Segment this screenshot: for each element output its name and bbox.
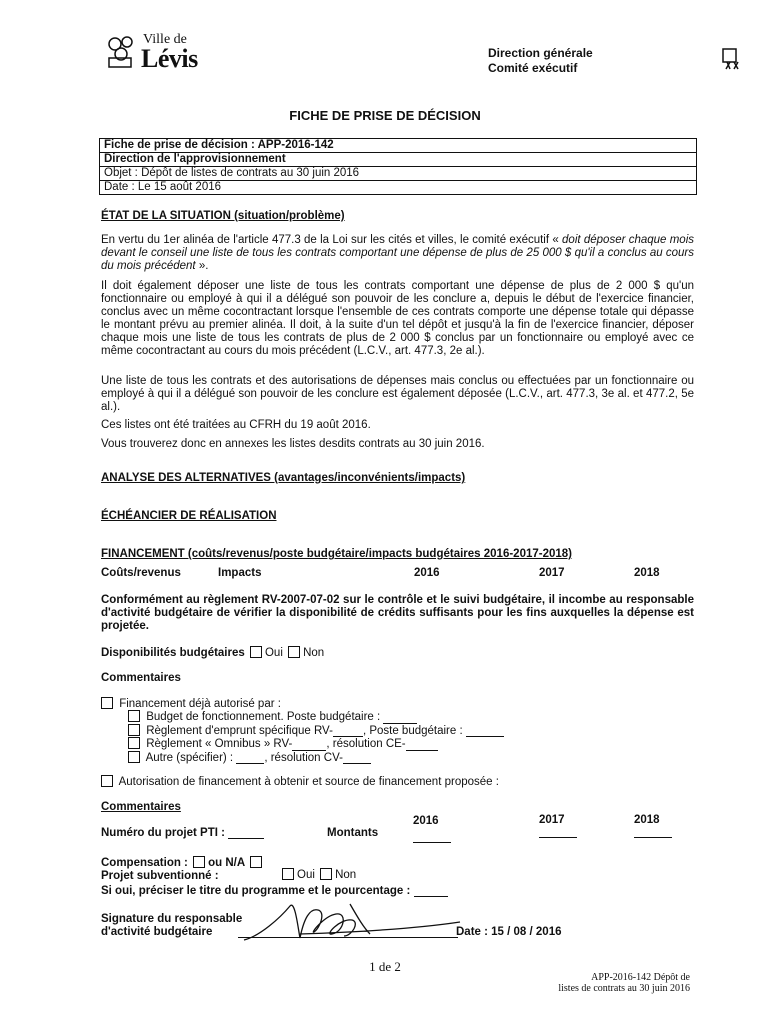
option-reglement-emprunt [128,724,504,738]
financement-options [128,710,504,764]
page-number: 1 de 2 [369,959,401,974]
checkbox-dispo-oui[interactable] [250,646,262,658]
etat-paragraph-3: Une liste de tous les contrats et des autorisations de dépenses mais conclus ou effectuées par un fonctionnaire ou employé à qui il a délégué son pouvoir de les conclure est également déposée (L.C.V., art. 477.3, 3e al. et 477.2, 5e al.). [101,375,694,413]
analyse-heading: ANALYSE DES ALTERNATIVES (avantages/inconvénients/impacts) [101,472,466,484]
page-title: FICHE DE PRISE DE DÉCISION [289,108,481,123]
col-2016: 2016 [414,567,440,579]
autorisation-label: Autorisation de financement à obtenir et source de financement proposée : [118,776,499,788]
checkbox-deja-autorise[interactable] [101,697,113,709]
footer-ref-line-2: listes de contrats au 30 juin 2016 [558,983,690,994]
checkbox-autorisation[interactable] [101,775,113,787]
option-reglement-omnibus [128,737,504,751]
checkbox-dispo-non[interactable] [288,646,300,658]
financement-heading: FINANCEMENT (coûts/revenus/poste budgétaire/impacts budgétaires 2016-2017-2018) [101,548,573,560]
etat-paragraph-1 [101,234,694,273]
logo-small-text: Ville de [143,32,187,47]
col-couts: Coûts/revenus [101,567,181,579]
compensation-row [101,856,265,869]
reglement-emprunt-label: Règlement d'emprunt spécifique RV- [146,724,333,737]
direction-name: Direction de l'approvisionnement [100,153,696,167]
reglement-omnibus-label: Règlement « Omnibus » RV- [146,738,293,750]
etat-heading: ÉTAT DE LA SITUATION (situation/problème) [101,210,345,222]
projet-subventionne-label: Projet subventionné : [101,870,219,882]
checkbox-na[interactable] [250,856,262,868]
p1-end: ». [195,260,209,272]
montant-2017-blank[interactable] [539,827,577,838]
header-directions [488,46,593,76]
pti-2017: 2017 [539,814,565,826]
checkbox-subv-non[interactable] [320,868,332,880]
deja-autorise-label: Financement déjà autorisé par : [119,698,281,710]
col-2017: 2017 [539,567,565,579]
etat-paragraph-5: Vous trouverez donc en annexes les listes desdits contrats au 30 juin 2016. [101,438,485,450]
etat-paragraph-2: Il doit également déposer une liste de tous les contrats comportant une dépense de plus de 2 000 $ qu'un fonctionnaire ou employé à qui il a délégué son pouvoir de les conclure a, depuis le début de l'exercice financier, conclus avec un même cocontractant lorsque l'ensemble de ces contrats comporte une dépense totale qui dépasse le montant prévu au premier alinéa. Il doit, à la suite d'un tel dépôt et jusqu'à la fin de l'exercice financier, déposer chaque mois une liste de tous les contrats de plus de 2 000 $ conclus par un fonctionnaire ou employé avec ce même cocontractant au cours du mois précédent (L.C.V., art. 477.3, 2e al.). [101,280,694,357]
checkbox-budget-fonct[interactable] [128,710,140,722]
si-oui-row [101,885,448,897]
checkbox-reglement-omnibus[interactable] [128,737,140,749]
compensation-label: Compensation : [101,857,188,869]
poste-blank[interactable] [466,736,504,737]
signature-date: Date : 15 / 08 / 2016 [456,926,562,938]
ce-blank[interactable] [406,750,438,751]
commentaires2-label: Commentaires [101,801,181,813]
resolution-ce-label: , résolution CE- [326,738,406,750]
budget-fonct-label: Budget de fonctionnement. Poste budgétaire : [146,711,381,723]
handwritten-signature [240,898,480,948]
subv-non-label: Non [335,869,357,881]
footer-reference [480,972,690,994]
subv-oui-label: Oui [297,869,315,881]
disponibilites-label: Disponibilités budgétaires [101,647,245,659]
checkbox-reglement-emprunt[interactable] [128,724,140,736]
info-box [99,138,697,195]
objet: Objet : Dépôt de listes de contrats au 30 juin 2016 [100,167,696,181]
resolution-cv-label: , résolution CV- [264,751,343,764]
checkbox-compensation[interactable] [193,856,205,868]
footer-ref-line-1: APP-2016-142 Dépôt de [591,972,690,983]
date: Date : Le 15 août 2016 [104,181,222,193]
option-budget-fonct [128,710,504,724]
montants-label: Montants [327,827,379,839]
logo-large-text: Lévis [141,44,198,73]
autorisation-row [101,775,499,788]
echeancier-heading: ÉCHÉANCIER DE RÉALISATION [101,510,277,522]
city-emblem-icon [105,34,141,70]
col-2018: 2018 [634,567,660,579]
checkbox-subv-oui[interactable] [282,868,294,880]
numero-pti-row [101,827,264,839]
disponibilites-row [101,646,324,659]
cv-blank[interactable] [343,763,371,764]
pti-2018: 2018 [634,814,660,826]
ou-na-label: ou N/A [208,857,245,869]
option-autre [128,751,504,765]
etat-paragraph-4: Ces listes ont été traitées au CFRH du 19 août 2016. [101,419,371,431]
signature-line-1: Signature du responsable [101,913,243,925]
autre-blank[interactable] [236,763,264,764]
conformement-text: Conformément au règlement RV-2007-07-02 sur le contrôle et le suivi budgétaire, il incombe au responsable d'activité budgétaire de vérifier la disponibilité de crédits suffisants pour les fins auxquelles la dépense est projetée. [101,594,694,632]
oui-label: Oui [264,647,283,659]
non-label: Non [303,647,325,659]
checkmark-x-icon [722,48,740,70]
deja-autorise-row [101,697,281,710]
si-oui-label: Si oui, préciser le titre du programme et le pourcentage : [101,885,411,897]
si-oui-blank[interactable] [414,896,448,897]
montant-2016-blank[interactable] [413,832,451,843]
pti-2016: 2016 [413,815,439,827]
p1-quote: doit déposer chaque mois devant le conseil une liste de tous les contrats comportant une dépense de plus de 25 000 $ qu'il a conclus au cours du mois précédent [101,234,694,272]
numero-pti-label: Numéro du projet PTI : [101,827,225,839]
montant-2018-blank[interactable] [634,827,672,838]
pti-blank[interactable] [228,838,264,839]
subventionne-options [280,868,356,881]
comite-executif: Comité exécutif [488,61,578,75]
autre-label: Autre (spécifier) : [145,751,234,764]
p1-intro: En vertu du 1er alinéa de l'article 477.3 de la Loi sur les cités et villes, le comité exécutif « [101,234,563,246]
fiche-number: Fiche de prise de décision : APP-2016-142 [100,139,696,153]
signature-line-2: d'activité budgétaire [101,926,213,938]
commentaires-label: Commentaires [101,672,181,684]
signature-label [101,913,242,939]
col-impacts: Impacts [218,567,262,579]
direction-generale: Direction générale [488,46,593,60]
poste-budgetaire-label: , Poste budgétaire : [362,724,463,737]
checkbox-autre[interactable] [128,751,140,763]
city-logo [105,30,235,80]
